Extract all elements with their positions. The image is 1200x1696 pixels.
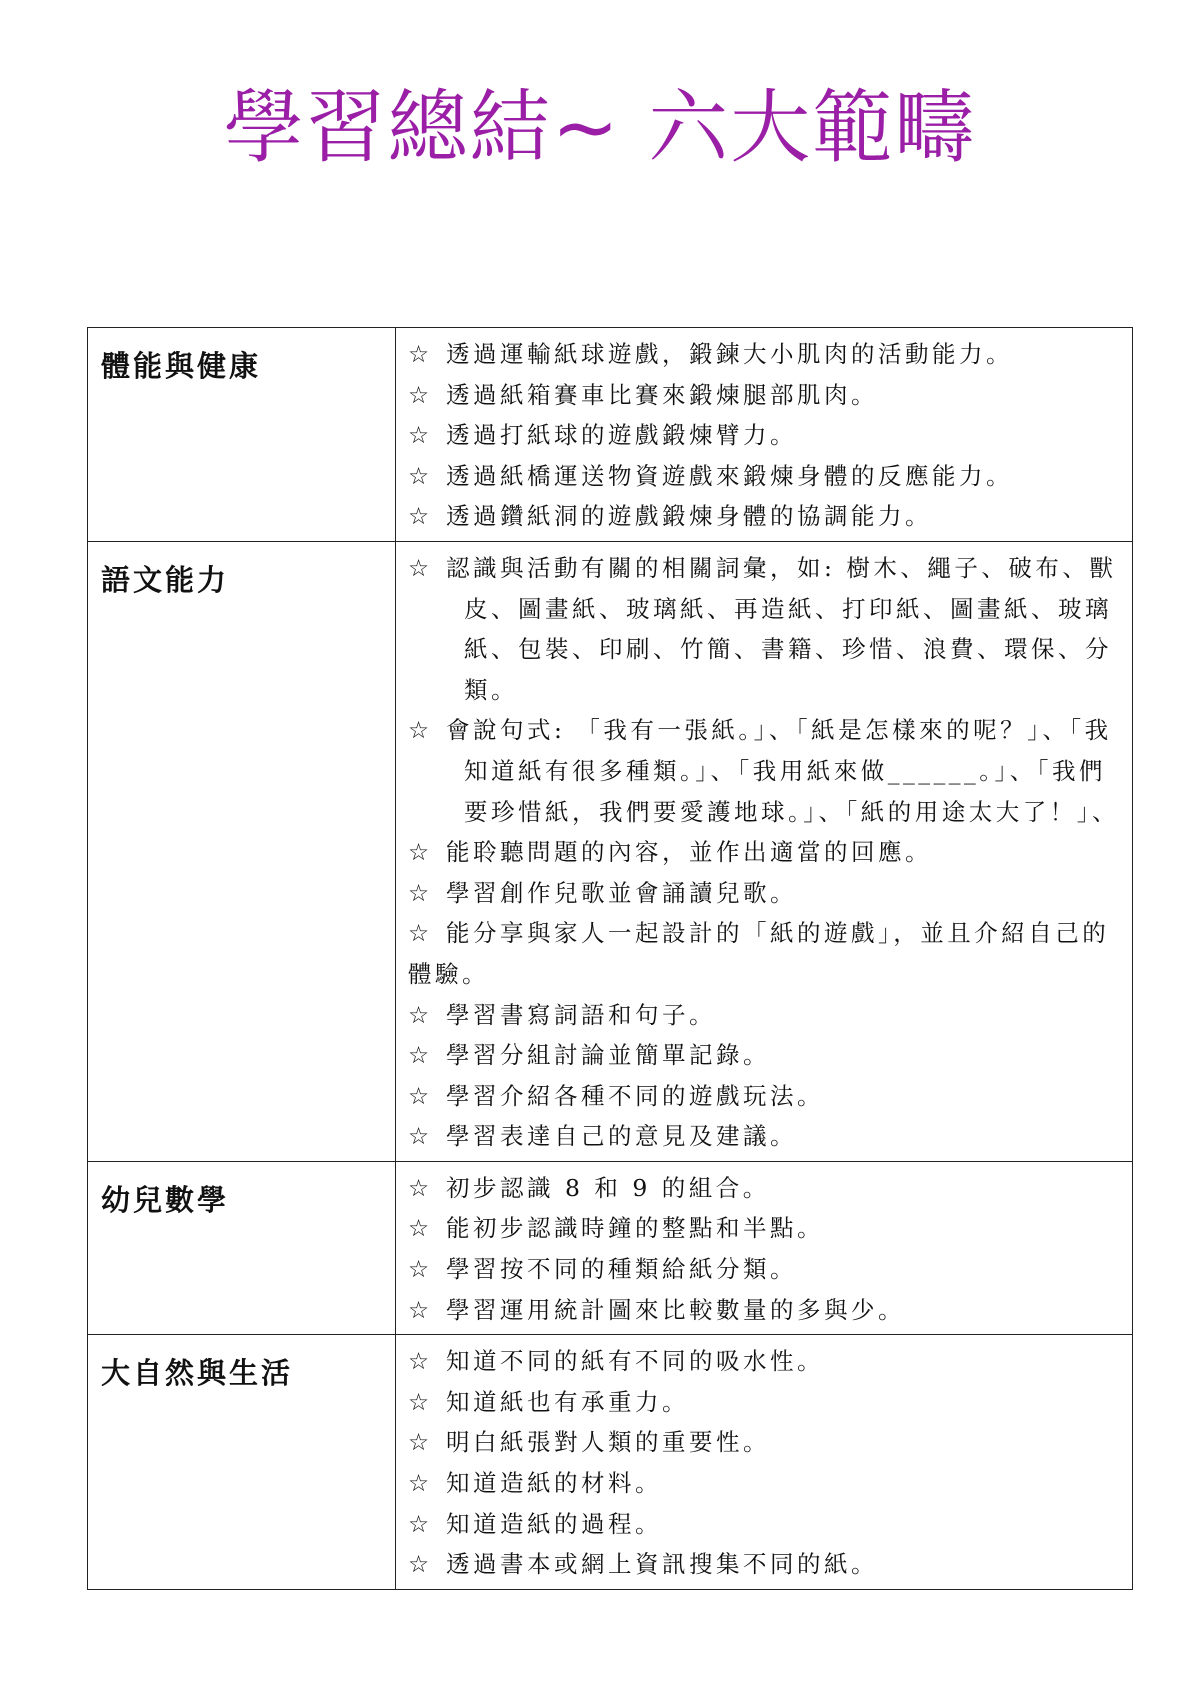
item-text: 學習介紹各種不同的遊戲玩法。 [446, 1081, 824, 1110]
item-text: 知道紙也有承重力。 [446, 1387, 689, 1416]
item-text: 透過紙箱賽車比賽來鍛煉腿部肌肉。 [446, 380, 878, 409]
item-text: 會說句式: 「我有一張紙。」、「紙是怎樣來的呢？」、「我知道紙有很多種類。」、「我用紙來做______。」、「我們要珍惜紙，我們要愛護地球。」、「紙的用途太大了！」、 [446, 716, 1119, 826]
star-icon: ☆ [408, 1122, 433, 1151]
item-text: 認識與活動有關的相關詞彙，如: 樹木、繩子、破布、獸皮、圖畫紙、玻璃紙、再造紙、打印紙、圖畫紙、玻璃紙、包裝、印刷、竹簡、書籍、珍惜、浪費、環保、分類。 [446, 553, 1117, 704]
list-item [408, 1544, 1120, 1585]
item-text: 學習運用統計圖來比較數量的多與少。 [446, 1295, 905, 1324]
list-item [408, 456, 1120, 497]
list-item [408, 832, 1120, 873]
star-icon: ☆ [408, 716, 433, 745]
star-icon: ☆ [408, 919, 433, 948]
star-icon: ☆ [408, 838, 433, 867]
category-label: 語文能力 [101, 562, 230, 597]
star-icon: ☆ [408, 1255, 433, 1284]
item-text: 透過鑽紙洞的遊戲鍛煉身體的協調能力。 [446, 502, 932, 531]
star-icon: ☆ [408, 421, 433, 450]
item-text: 知道造紙的材料。 [446, 1469, 662, 1498]
item-list [408, 548, 1120, 1157]
star-icon: ☆ [408, 1347, 433, 1376]
category-cell [88, 1335, 396, 1590]
star-icon: ☆ [408, 1509, 433, 1538]
item-list [408, 334, 1120, 537]
item-text: 能聆聽問題的內容，並作出適當的回應。 [446, 838, 932, 867]
list-item [408, 1290, 1120, 1331]
item-text: 學習按不同的種類給紙分類。 [446, 1255, 797, 1284]
table-row [88, 328, 1133, 542]
item-text: 知道不同的紙有不同的吸水性。 [446, 1347, 824, 1376]
star-icon: ☆ [408, 1173, 433, 1202]
list-item [408, 995, 1120, 1036]
item-text: 能分享與家人一起設計的「紙的遊戲」，並且介紹自己的體驗。 [408, 919, 1110, 988]
category-cell [88, 541, 396, 1161]
table-row [88, 541, 1133, 1161]
summary-table [87, 327, 1133, 1590]
table-row [88, 1161, 1133, 1334]
star-icon: ☆ [408, 340, 433, 368]
item-text: 透過紙橋運送物資遊戲來鍛煉身體的反應能力。 [446, 461, 1013, 490]
list-item [408, 1341, 1120, 1382]
list-item [408, 1168, 1120, 1209]
list-item [408, 375, 1120, 416]
list-item [408, 496, 1120, 537]
star-icon: ☆ [408, 1081, 433, 1110]
category-cell [88, 1161, 396, 1334]
item-text: 學習書寫詞語和句子。 [446, 1000, 716, 1029]
list-item [408, 1116, 1120, 1157]
list-item [408, 1208, 1120, 1249]
item-text: 學習表達自己的意見及建議。 [446, 1122, 797, 1151]
items-cell [396, 541, 1133, 1161]
list-item [408, 1422, 1120, 1463]
list-item [408, 1382, 1120, 1423]
star-icon: ☆ [408, 502, 433, 531]
item-text: 初步認識 8 和 9 的組合。 [446, 1173, 770, 1202]
category-label: 幼兒數學 [101, 1182, 230, 1217]
list-item [408, 710, 1120, 832]
item-text: 學習創作兒歌並會誦讀兒歌。 [446, 878, 797, 907]
list-item [408, 415, 1120, 456]
list-item [408, 1504, 1120, 1545]
list-item [408, 1076, 1120, 1117]
category-label: 大自然與生活 [101, 1356, 294, 1391]
item-text: 透過運輸紙球遊戲，鍛鍊大小肌肉的活動能力。 [446, 340, 1013, 368]
items-cell [396, 1161, 1133, 1334]
item-list [408, 1341, 1120, 1585]
star-icon: ☆ [408, 1041, 433, 1070]
item-text: 明白紙張對人類的重要性。 [446, 1428, 770, 1457]
item-text: 學習分組討論並簡單記錄。 [446, 1041, 770, 1070]
list-item [408, 873, 1120, 914]
list-item [408, 548, 1120, 710]
list-item [408, 1463, 1120, 1504]
page-title: 學習總結~ 六大範疇 [223, 81, 977, 174]
items-cell [396, 328, 1133, 542]
star-icon: ☆ [408, 1214, 433, 1243]
list-item [408, 1035, 1120, 1076]
star-icon: ☆ [408, 1428, 433, 1457]
star-icon: ☆ [408, 553, 433, 582]
table-row [88, 1335, 1133, 1590]
star-icon: ☆ [408, 1469, 433, 1498]
category-cell [88, 328, 396, 542]
star-icon: ☆ [408, 1295, 433, 1324]
list-item [408, 913, 1120, 994]
category-label: 體能與健康 [101, 349, 262, 383]
item-text: 透過打紙球的遊戲鍛煉臂力。 [446, 421, 797, 450]
star-icon: ☆ [408, 1550, 433, 1579]
item-list [408, 1168, 1120, 1330]
item-text: 能初步認識時鐘的整點和半點。 [446, 1214, 824, 1243]
star-icon: ☆ [408, 1000, 433, 1029]
star-icon: ☆ [408, 461, 433, 490]
star-icon: ☆ [408, 1387, 433, 1416]
list-item [408, 334, 1120, 375]
items-cell [396, 1335, 1133, 1590]
star-icon: ☆ [408, 878, 433, 907]
item-text: 知道造紙的過程。 [446, 1509, 662, 1538]
star-icon: ☆ [408, 380, 433, 409]
item-text: 透過書本或網上資訊搜集不同的紙。 [446, 1550, 878, 1579]
list-item [408, 1249, 1120, 1290]
